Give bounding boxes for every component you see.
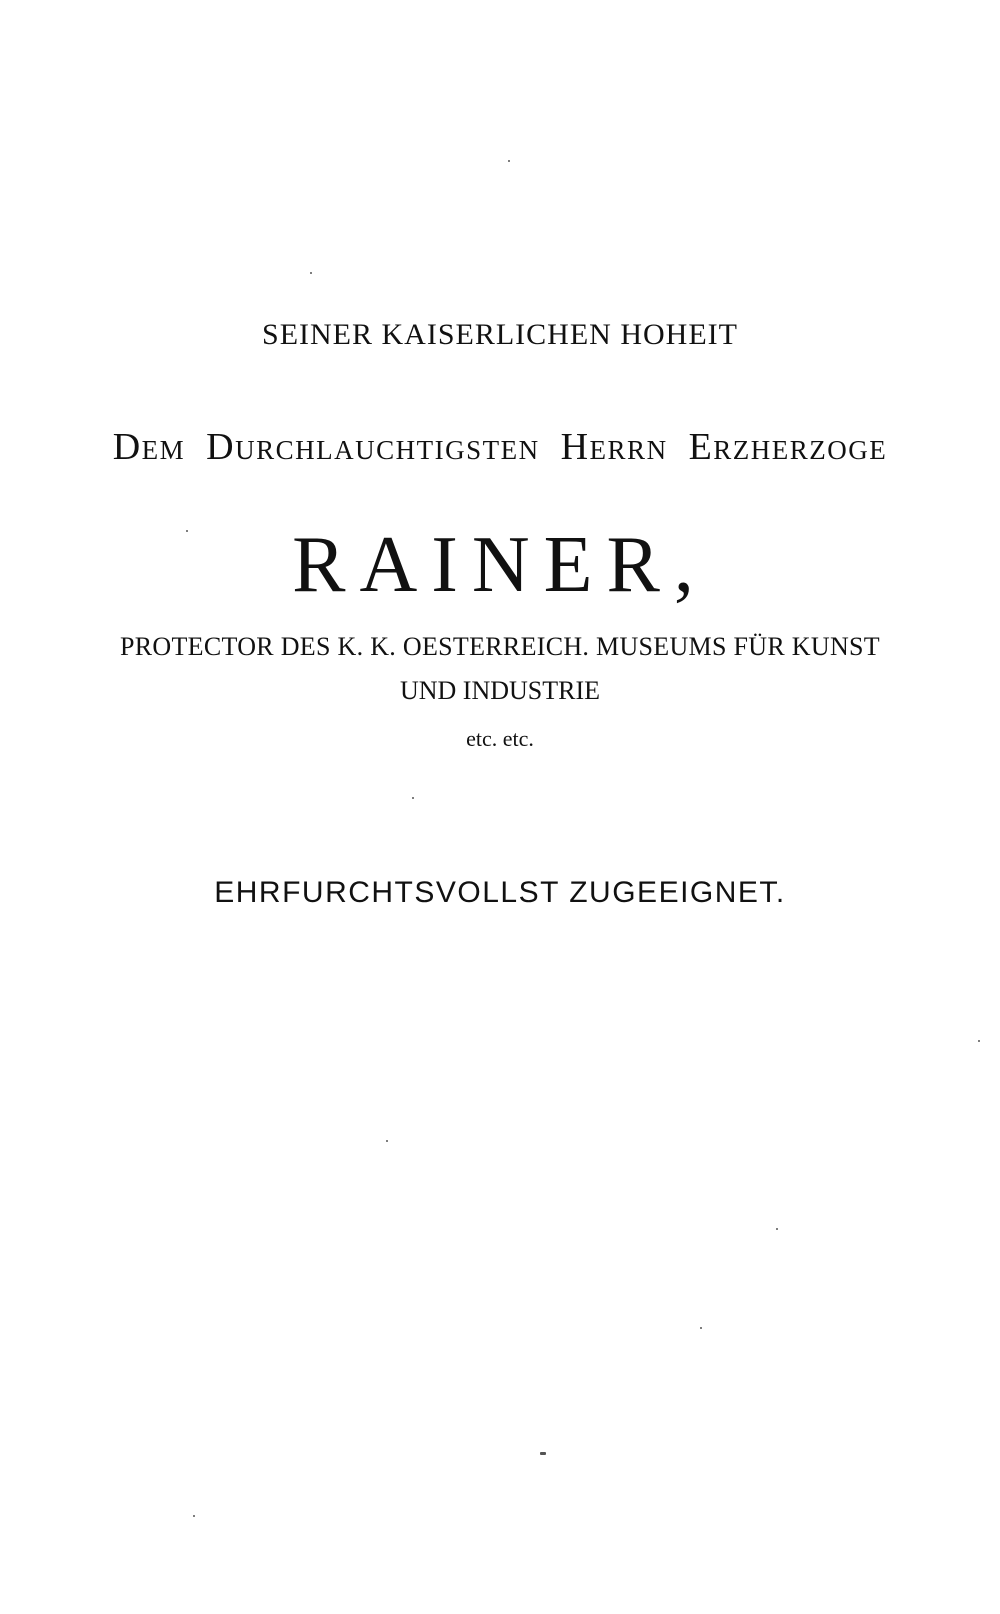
- paper-speck: [310, 272, 312, 274]
- paper-speck: [508, 160, 510, 162]
- paper-speck: [776, 1228, 778, 1230]
- paper-speck: [193, 1515, 195, 1517]
- paper-speck: [540, 1452, 546, 1455]
- paper-speck: [700, 1327, 702, 1329]
- dedication-etc: etc. etc.: [466, 726, 534, 751]
- dedication-closing: EHRFURCHTSVOLLST ZUGEEIGNET.: [214, 876, 786, 909]
- dedication-name: RAINER,: [292, 521, 708, 609]
- dedication-role-line: PROTECTOR DES K. K. OESTERREICH. MUSEUMS FÜR KUNST: [120, 632, 880, 661]
- paper-speck: [412, 797, 414, 799]
- paper-speck: [186, 530, 188, 532]
- dedication-heading: SEINER KAISERLICHEN HOHEIT: [262, 318, 738, 351]
- dedication-title-line: Dem Durchlauchtigsten Herrn Erzherzoge: [112, 426, 888, 468]
- paper-speck: [978, 1040, 980, 1042]
- paper-speck: [386, 1140, 388, 1142]
- dedication-role-line-continued: UND INDUSTRIE: [399, 676, 601, 705]
